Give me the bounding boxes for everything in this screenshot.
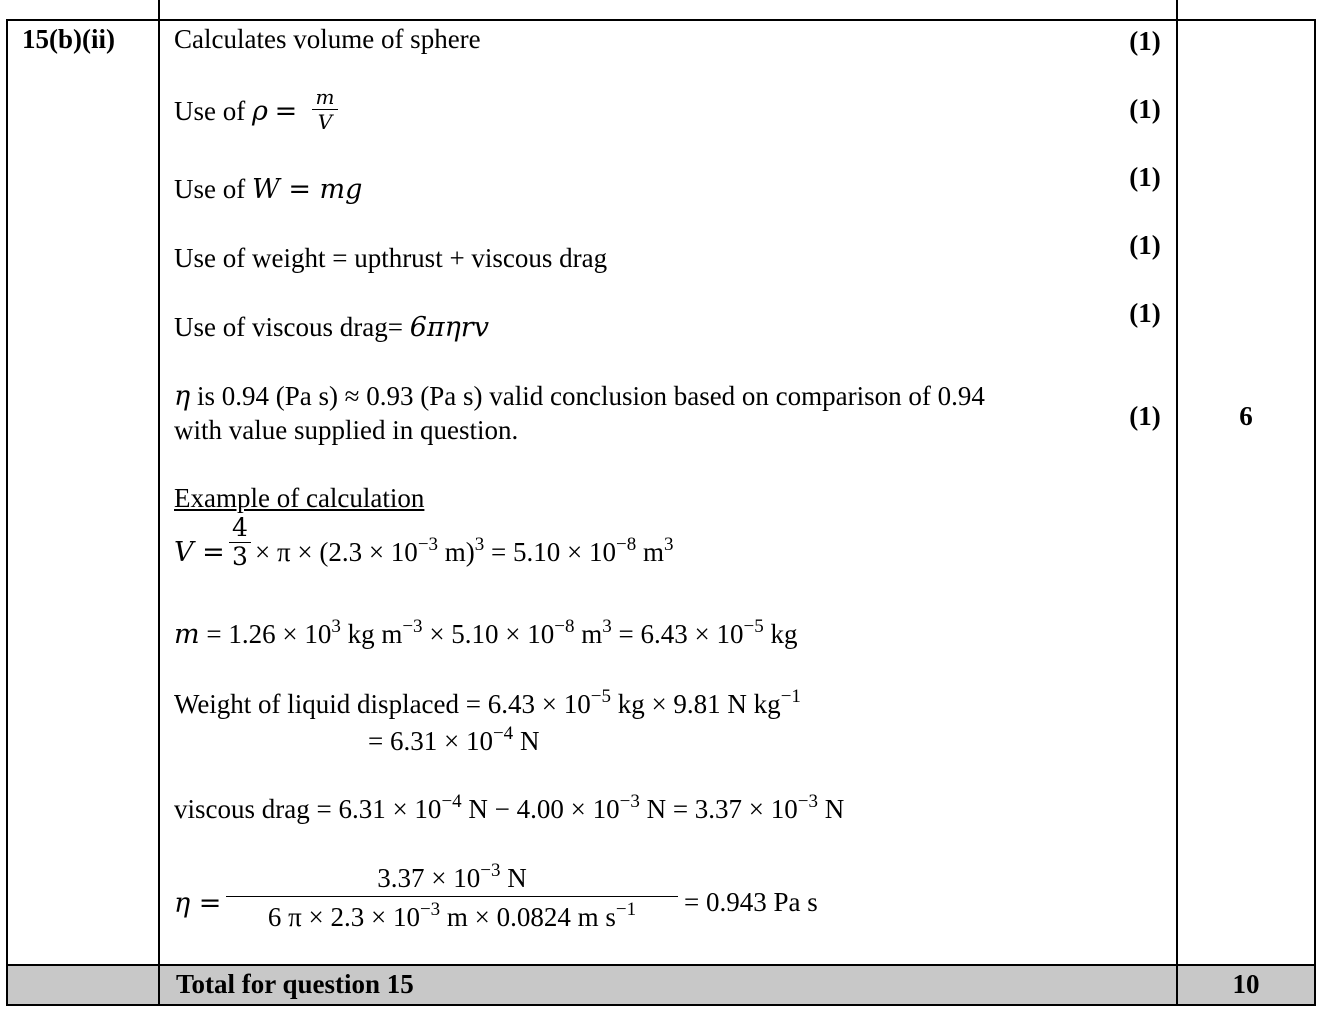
drag-part-b: N − 4.00 × 10 [461, 794, 620, 824]
mark-point-6-line-1 [174, 380, 985, 413]
eta-denominator [226, 901, 678, 933]
mark-point-3 [174, 173, 362, 206]
total-row-top-border [6, 964, 1316, 966]
table-border-bottom [6, 1004, 1316, 1006]
mark-3: (1) [1129, 162, 1161, 192]
eta-fraction [226, 862, 678, 933]
eta-result: = 0.943 Pa s [684, 887, 818, 917]
volume-rhs-part-b: m) [438, 537, 475, 567]
table-border-left [6, 20, 8, 1006]
mark-point-5-prefix: Use of viscous drag= [174, 312, 410, 342]
mass-symbol: m [174, 619, 200, 650]
mass-exp-5: −5 [743, 616, 764, 637]
eta-numerator [226, 862, 678, 894]
volume-exp-4: 3 [663, 534, 674, 555]
weight2-part-b: N [513, 726, 540, 756]
mark-point-6-text: is 0.94 (Pa s) ≈ 0.93 (Pa s) valid conclusion based on comparison of 0.94 [190, 381, 985, 411]
eta-lhs [174, 887, 221, 920]
weight-exp-1: −5 [590, 686, 611, 707]
mark-point-2 [174, 95, 297, 128]
volume-lhs [174, 536, 225, 569]
mark-2: (1) [1129, 94, 1161, 124]
drag-part-c: N = 3.37 × 10 [639, 794, 798, 824]
weight-formula: W = mg [251, 174, 363, 205]
eta-den-part-a: 6 π × 2.3 × 10 [267, 902, 420, 932]
volume-exp-3: −8 [616, 534, 637, 555]
four-thirds-fraction [228, 514, 252, 571]
density-denominator: V [317, 110, 333, 134]
part-total-marks: 6 [1239, 401, 1253, 431]
density-fraction [310, 86, 340, 133]
drag-exp-1: −4 [441, 791, 462, 812]
total-row-label: Total for question 15 [176, 969, 414, 999]
table-border-top [6, 19, 1316, 21]
mass-part-a: = 1.26 × 10 [199, 619, 332, 649]
mass-exp-4: 3 [602, 616, 612, 637]
mark-point-4: Use of weight = upthrust + viscous drag [174, 243, 608, 273]
eta-den-exp: −3 [419, 899, 441, 920]
mass-part-d: m [574, 619, 603, 649]
volume-rhs-part-a: × π × (2.3 × 10 [255, 537, 418, 567]
drag-exp-3: −3 [797, 791, 818, 812]
eta-lhs-text: η = [174, 888, 222, 919]
mark-point-6-line-2: with value supplied in question. [174, 415, 519, 445]
mass-line [174, 618, 797, 651]
volume-rhs-part-d: m [636, 537, 664, 567]
mark-1: (1) [1129, 26, 1161, 56]
mass-part-c: × 5.10 × 10 [422, 619, 555, 649]
weight-part-a: Weight of liquid displaced = 6.43 × 10 [174, 689, 591, 719]
table-divider-1 [158, 0, 160, 1006]
mass-exp-2: −3 [402, 616, 423, 637]
eta-den-exp-2: −1 [615, 899, 637, 920]
weight-exp-2: −1 [780, 686, 801, 707]
table-border-right [1314, 20, 1316, 1006]
drag-part-a: viscous drag = 6.31 × 10 [174, 794, 442, 824]
total-row-border-left [6, 964, 8, 1006]
mark-point-2-prefix: Use of [174, 96, 252, 126]
mark-point-5 [174, 311, 489, 344]
volume-lhs-text: V = [174, 537, 225, 568]
mass-exp-3: −8 [554, 616, 575, 637]
eta-num-part-b: N [500, 863, 527, 893]
mass-part-b: kg m [340, 619, 403, 649]
mass-exp-1: 3 [331, 616, 341, 637]
drag-part-d: N [818, 794, 845, 824]
eta-fraction-bar [226, 896, 678, 897]
density-numerator: m [315, 85, 335, 109]
example-heading: Example of calculation [174, 483, 425, 513]
eta-symbol: η [174, 381, 191, 412]
equals-sign: = [274, 96, 298, 127]
mark-point-1: Calculates volume of sphere [174, 24, 481, 54]
eta-num-exp: −3 [480, 860, 501, 881]
volume-exp-2: 3 [474, 534, 485, 555]
eta-num-part-a: 3.37 × 10 [377, 863, 481, 893]
mark-point-3-prefix: Use of [174, 174, 252, 204]
weight2-exp: −4 [492, 723, 514, 744]
volume-rhs-part-c: = 5.10 × 10 [484, 537, 616, 567]
table-divider-2 [1176, 0, 1178, 1006]
four-thirds-numerator: 4 [232, 513, 248, 542]
total-row-marks: 10 [1232, 969, 1260, 999]
rho-symbol: ρ [251, 96, 268, 127]
weight2-part-a: = 6.31 × 10 [368, 726, 493, 756]
mark-6: (1) [1129, 401, 1161, 431]
mass-part-e: = 6.43 × 10 [611, 619, 744, 649]
drag-exp-2: −3 [619, 791, 640, 812]
mark-5: (1) [1129, 298, 1161, 328]
volume-rhs [255, 536, 673, 568]
drag-line [174, 793, 844, 825]
mark-4: (1) [1129, 230, 1161, 260]
mass-part-f: kg [763, 619, 798, 649]
four-thirds-denominator: 3 [232, 542, 248, 571]
weight-line-2 [368, 725, 539, 757]
weight-part-b: kg × 9.81 N kg [610, 689, 781, 719]
total-row-divider-1 [158, 964, 160, 1006]
stokes-formula: 6πηrv [409, 312, 489, 343]
volume-exp-1: −3 [417, 534, 439, 555]
question-label: 15(b)(ii) [22, 24, 115, 54]
weight-line-1 [174, 688, 801, 720]
eta-den-part-b: m × 0.0824 m s [440, 902, 616, 932]
